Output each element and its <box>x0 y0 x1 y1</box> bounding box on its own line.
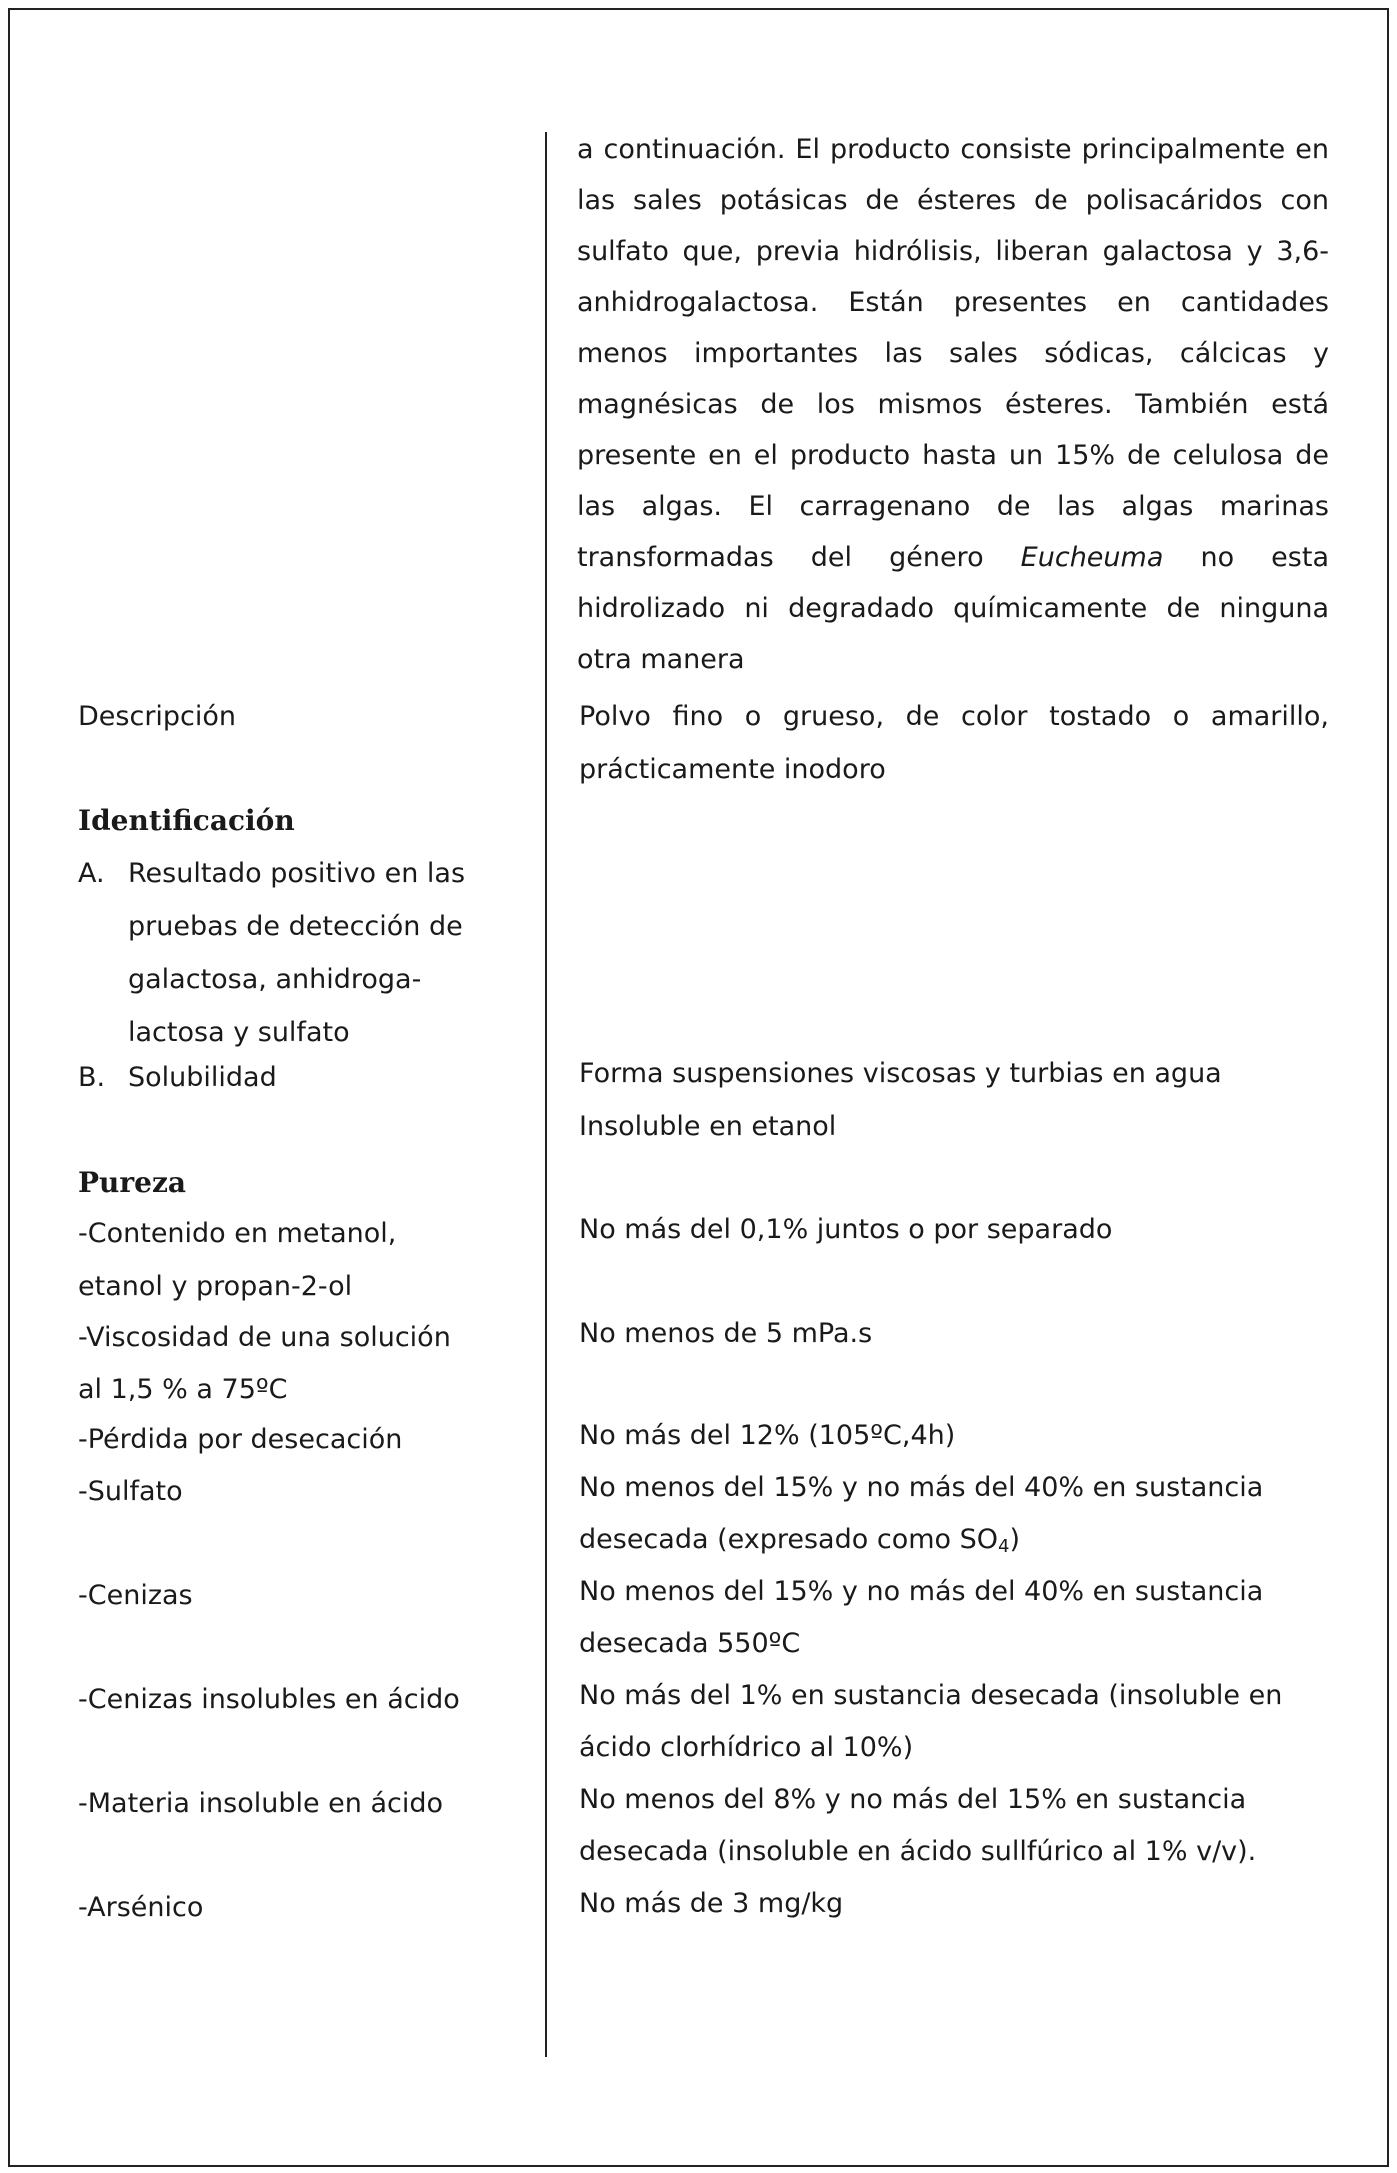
descripcion-value <box>579 690 1329 796</box>
pureza-heading: Pureza <box>78 1166 187 1199</box>
column-divider <box>545 132 547 2057</box>
genus-name: Eucheuma <box>1020 542 1164 573</box>
item-b-label: Solubilidad <box>128 1062 277 1093</box>
arsenico-value: No más de 3 mg/kg <box>579 1888 844 1919</box>
viscosidad-label-2: al 1,5 % a 75ºC <box>78 1374 288 1405</box>
solubilidad-value-1: Forma suspensiones viscosas y turbias en agua <box>579 1058 1222 1089</box>
descripcion-label: Descripción <box>78 701 237 732</box>
sulfato-value-2 <box>579 1513 1020 1573</box>
item-a-letter: A. <box>78 858 105 889</box>
materia-insoluble-value-1: No menos del 8% y no más del 15% en sustancia <box>579 1784 1247 1815</box>
intro-text-part-2: no esta hidrolizado ni degradado químicamente de ninguna otra manera <box>577 542 1329 675</box>
item-a-line-3: galactosa, anhidroga- <box>128 964 422 995</box>
perdida-value: No más del 12% (105ºC,4h) <box>579 1420 956 1451</box>
metanol-label-2: etanol y propan-2-ol <box>78 1271 353 1302</box>
identificacion-heading: Identificación <box>78 804 295 837</box>
sulfato-value-1: No menos del 15% y no más del 40% en sustancia <box>579 1472 1264 1503</box>
item-a-line-4: lactosa y sulfato <box>128 1017 350 1048</box>
item-b-letter: B. <box>78 1062 106 1093</box>
sulfato-subscript: 4 <box>998 1536 1010 1557</box>
cenizas-insolubles-value-1: No más del 1% en sustancia desecada (insoluble en <box>579 1680 1283 1711</box>
sulfato-value-2-text: desecada (expresado como SO <box>579 1524 999 1555</box>
sulfato-value-2-close: ) <box>1009 1524 1021 1555</box>
cenizas-insolubles-value-2: ácido clorhídrico al 10%) <box>579 1732 914 1763</box>
cenizas-insolubles-label: -Cenizas insolubles en ácido <box>78 1684 460 1715</box>
cenizas-value-2: desecada 550ºC <box>579 1628 801 1659</box>
materia-insoluble-value-2: desecada (insoluble en ácido sullfúrico al 1% v/v). <box>579 1836 1257 1867</box>
viscosidad-value: No menos de 5 mPa.s <box>579 1318 873 1349</box>
sulfato-label: -Sulfato <box>78 1476 183 1507</box>
item-a-line-1: Resultado positivo en las <box>128 858 466 889</box>
intro-paragraph <box>577 124 1329 685</box>
intro-text-part-1: a continuación. El producto consiste principalmente en las sales potásicas de ésteres de polisacáridos con sulfato que, previa hidrólisis, liberan galactosa y 3,6-anhidrogalactosa. Están presentes en cantidades menos importantes las sales sódicas, cálcicas y magnésicas de los mismos ésteres. También está presente en el producto hasta un 15% de celulosa de las algas. El carragenano de las algas marinas transformadas del género <box>577 134 1329 573</box>
metanol-label-1: -Contenido en metanol, <box>78 1218 397 1249</box>
metanol-value: No más del 0,1% juntos o por separado <box>579 1214 1113 1245</box>
item-a-line-2: pruebas de detección de <box>128 911 463 942</box>
perdida-label: -Pérdida por desecación <box>78 1424 403 1455</box>
solubilidad-value-2: Insoluble en etanol <box>579 1111 837 1142</box>
descripcion-text: Polvo fino o grueso, de color tostado o amarillo, prácticamente inodoro <box>579 701 1329 785</box>
materia-insoluble-label: -Materia insoluble en ácido <box>78 1788 444 1819</box>
viscosidad-label-1: -Viscosidad de una solución <box>78 1322 451 1353</box>
cenizas-value-1: No menos del 15% y no más del 40% en sustancia <box>579 1576 1264 1607</box>
arsenico-label: -Arsénico <box>78 1892 204 1923</box>
cenizas-label: -Cenizas <box>78 1580 193 1611</box>
